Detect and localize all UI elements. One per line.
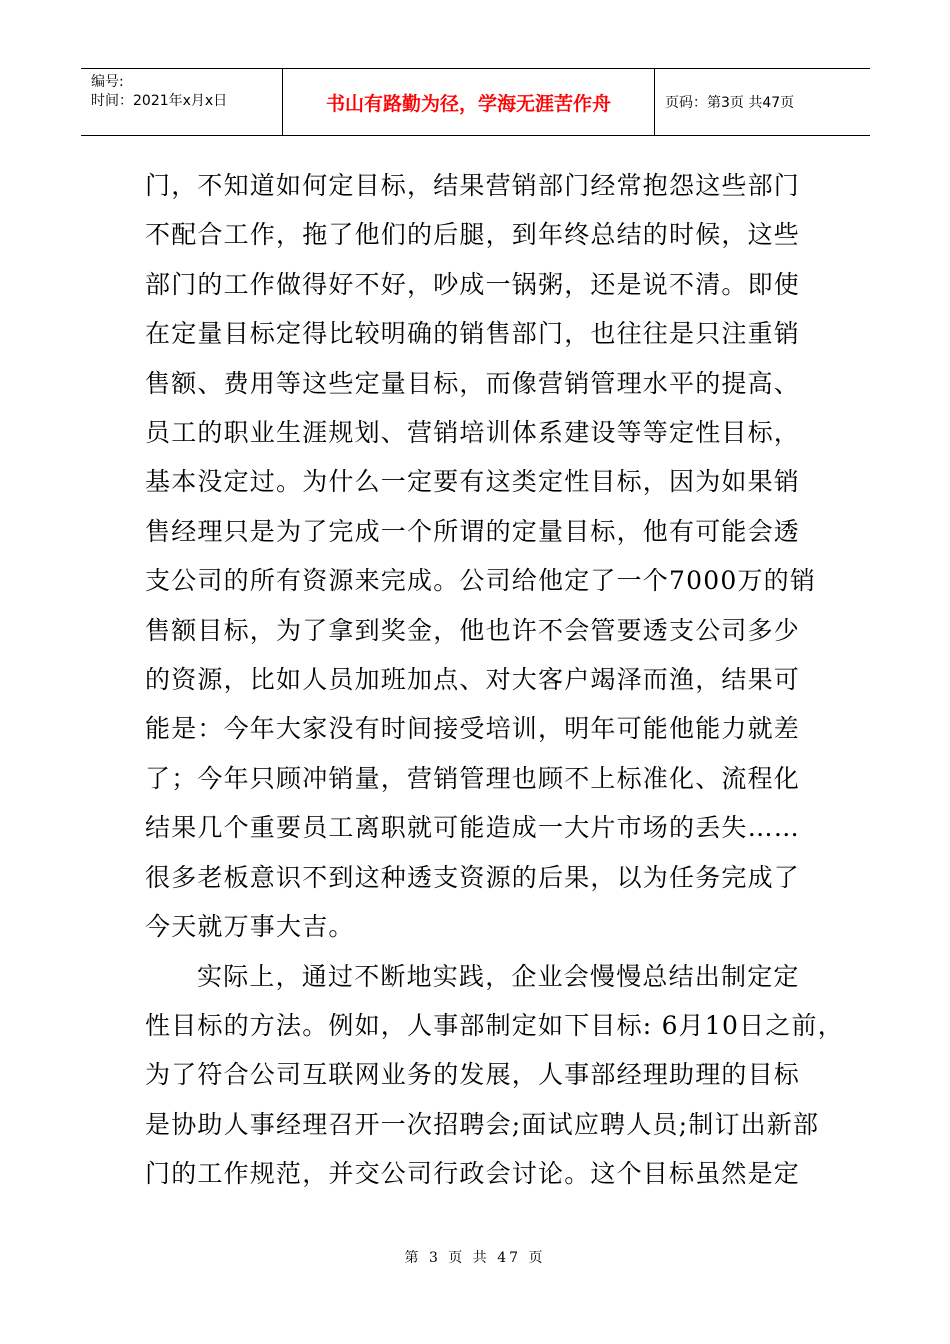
time-label: 时间：2021年x月x日 — [91, 93, 228, 109]
text-line: 售额、费用等这些定量目标，而像营销管理水平的提高、 — [145, 368, 801, 398]
header-motto — [282, 69, 655, 135]
page-footer: 第 3 页 共 47 页 — [404, 1250, 546, 1266]
text-line: 为了符合公司互联网业务的发展，人事部经理助理的目标 — [145, 1060, 801, 1090]
header-page-code — [655, 69, 870, 135]
text-line: 的资源，比如人员加班加点、对大客户竭泽而渔，结果可 — [145, 665, 801, 695]
text-line: 了；今年只顾冲销量，营销管理也顾不上标准化、流程化 — [145, 763, 801, 793]
text-line: 支公司的所有资源来完成。公司给他定了一个7000万的销 — [145, 566, 817, 596]
text-line: 是协助人事经理召开一次招聘会;面试应聘人员;制订出新部 — [145, 1109, 820, 1139]
paragraph-1 — [145, 161, 825, 952]
page-code-text: 页码：第3页 共47页 — [665, 95, 795, 111]
text-line: 能是：今年大家没有时间接受培训，明年可能他能力就差 — [145, 714, 801, 744]
text-line: 结果几个重要员工离职就可能造成一大片市场的丢失…… — [145, 813, 801, 843]
text-line: 员工的职业生涯规划、营销培训体系建设等等定性目标， — [145, 418, 801, 448]
text-line: 今天就万事大吉。 — [145, 912, 355, 942]
document-body — [145, 161, 844, 1199]
text-line: 性目标的方法。例如，人事部制定如下目标: 6月10日之前， — [145, 1010, 844, 1040]
page-header — [81, 68, 870, 136]
motto-text: 书山有路勤为径，学海无涯苦作舟 — [325, 92, 611, 115]
text-line: 基本没定过。为什么一定要有这类定性目标，因为如果销 — [145, 467, 801, 497]
text-line: 不配合工作，拖了他们的后腿，到年终总结的时候，这些 — [145, 220, 801, 250]
text-line: 部门的工作做得好不好，吵成一锅粥，还是说不清。即使 — [145, 269, 801, 299]
text-line: 售经理只是为了完成一个所谓的定量目标，他有可能会透 — [145, 516, 801, 546]
text-line: 很多老板意识不到这种透支资源的后果，以为任务完成了 — [145, 862, 801, 892]
text-line: 实际上，通过不断地实践，企业会慢慢总结出制定定 — [197, 961, 800, 991]
text-line: 门，不知道如何定目标，结果营销部门经常抱怨这些部门 — [145, 171, 801, 200]
text-line: 门的工作规范，并交公司行政会讨论。这个目标虽然是定 — [145, 1159, 801, 1189]
paragraph-2 — [145, 952, 844, 1199]
header-meta — [81, 69, 282, 135]
serial-label: 编号: — [91, 74, 124, 90]
text-line: 在定量目标定得比较明确的销售部门，也往往是只注重销 — [145, 319, 801, 349]
text-line: 售额目标，为了拿到奖金，他也许不会管要透支公司多少 — [145, 615, 801, 645]
